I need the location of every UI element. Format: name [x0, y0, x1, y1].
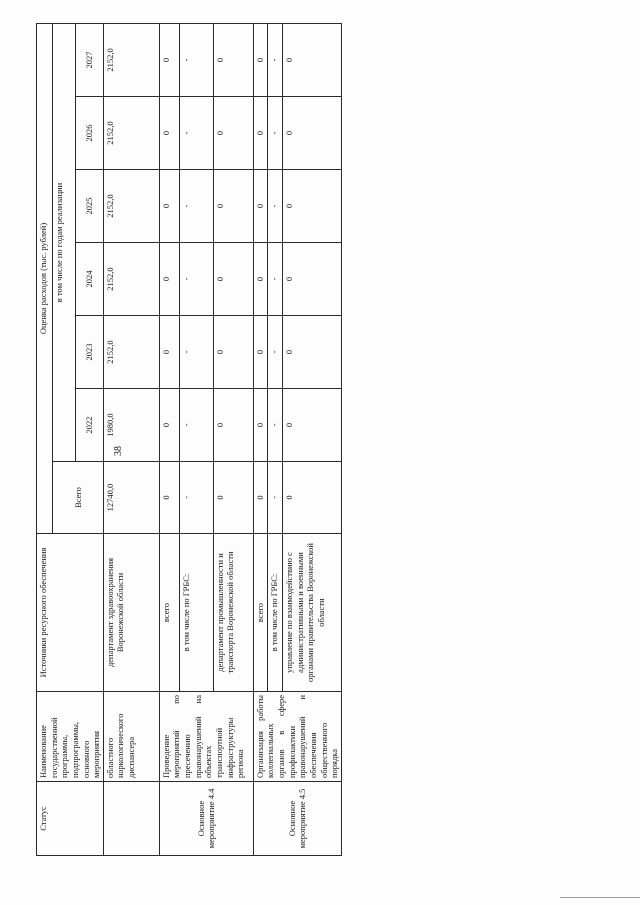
- value-cell: 0: [253, 170, 268, 243]
- source-cell: департамент промышленности и транспорта Воронежской области: [213, 534, 253, 692]
- name-cell: областного наркологического диспансера: [103, 692, 159, 782]
- value-cell: 0: [253, 389, 268, 462]
- value-cell: 2152,0: [103, 23, 159, 96]
- header-by-years: в том числе по годам реализации: [53, 23, 76, 461]
- header-estimate: Оценка расходов (тыс. рублей): [37, 23, 53, 533]
- status-cell: [103, 782, 159, 856]
- value-cell: 2152,0: [103, 316, 159, 389]
- value-cell: 0: [159, 316, 179, 389]
- value-cell: 0: [213, 170, 253, 243]
- header-year: 2023: [75, 316, 103, 389]
- total-cell: 0: [213, 462, 253, 534]
- page-number: 38: [113, 446, 124, 456]
- status-cell: Основное мероприятие 4.4: [159, 782, 253, 856]
- total-cell: 0: [253, 462, 268, 534]
- source-cell: всего: [159, 534, 179, 692]
- value-cell: 0: [213, 23, 253, 96]
- header-status: Статус: [37, 782, 104, 856]
- total-cell: -: [268, 462, 283, 534]
- source-cell: управление по взаимодействию с административными и военными органами правительства Воронежской области: [283, 534, 342, 692]
- table-row: [103, 23, 159, 855]
- value-cell: -: [268, 243, 283, 316]
- status-cell: Основное мероприятие 4.5: [253, 782, 341, 856]
- value-cell: 0: [283, 97, 342, 170]
- header-year: 2022: [75, 389, 103, 462]
- header-sources: Источники ресурсного обеспечения: [37, 534, 104, 692]
- value-cell: 1980,0: [103, 389, 159, 462]
- total-cell: -: [179, 462, 213, 534]
- source-cell: всего: [253, 534, 268, 692]
- name-cell: Проведение мероприятий по пресечению правонарушений на объектах транспортной инфраструктуры региона: [159, 692, 253, 782]
- header-row-1: [37, 23, 53, 855]
- source-cell: департамент здравоохранения Воронежской области: [103, 534, 159, 692]
- value-cell: 0: [159, 389, 179, 462]
- header-year: 2025: [75, 170, 103, 243]
- budget-table: [36, 23, 342, 856]
- table-row: [253, 23, 268, 855]
- value-cell: -: [268, 97, 283, 170]
- value-cell: 0: [159, 243, 179, 316]
- value-cell: 0: [283, 389, 342, 462]
- value-cell: -: [179, 316, 213, 389]
- value-cell: -: [268, 23, 283, 96]
- header-year: 2024: [75, 243, 103, 316]
- table-row: [159, 23, 179, 855]
- value-cell: -: [268, 170, 283, 243]
- value-cell: -: [179, 389, 213, 462]
- scan-edge-line: [560, 897, 640, 898]
- value-cell: 0: [213, 316, 253, 389]
- total-cell: 0: [159, 462, 179, 534]
- header-name: Наименование государственной программы, подпрограммы, основного мероприятия: [37, 692, 104, 782]
- header-total: Всего: [53, 462, 104, 534]
- value-cell: -: [268, 316, 283, 389]
- value-cell: -: [179, 243, 213, 316]
- value-cell: 2152,0: [103, 170, 159, 243]
- value-cell: 0: [159, 170, 179, 243]
- value-cell: 0: [253, 316, 268, 389]
- name-cell: Организация работы коллегиальных органов в сфере профилактики правонарушений и обеспечения общественного порядка: [253, 692, 341, 782]
- value-cell: -: [179, 170, 213, 243]
- value-cell: 0: [253, 23, 268, 96]
- header-year: 2027: [75, 23, 103, 96]
- source-cell: в том числе по ГРБС:: [179, 534, 213, 692]
- value-cell: 0: [159, 23, 179, 96]
- value-cell: 0: [213, 389, 253, 462]
- value-cell: -: [179, 97, 213, 170]
- value-cell: -: [179, 23, 213, 96]
- value-cell: 0: [253, 97, 268, 170]
- value-cell: 2152,0: [103, 243, 159, 316]
- value-cell: 0: [283, 170, 342, 243]
- value-cell: 0: [213, 243, 253, 316]
- value-cell: 0: [283, 316, 342, 389]
- value-cell: 2152,0: [103, 97, 159, 170]
- value-cell: 0: [159, 97, 179, 170]
- source-cell: в том числе по ГРБС:: [268, 534, 283, 692]
- total-cell: 0: [283, 462, 342, 534]
- value-cell: 0: [213, 97, 253, 170]
- value-cell: 0: [283, 243, 342, 316]
- header-year: 2026: [75, 97, 103, 170]
- value-cell: 0: [283, 23, 342, 96]
- budget-table-rotated: [36, 24, 340, 856]
- value-cell: -: [268, 389, 283, 462]
- value-cell: 0: [253, 243, 268, 316]
- total-cell: 12740,0: [103, 462, 159, 534]
